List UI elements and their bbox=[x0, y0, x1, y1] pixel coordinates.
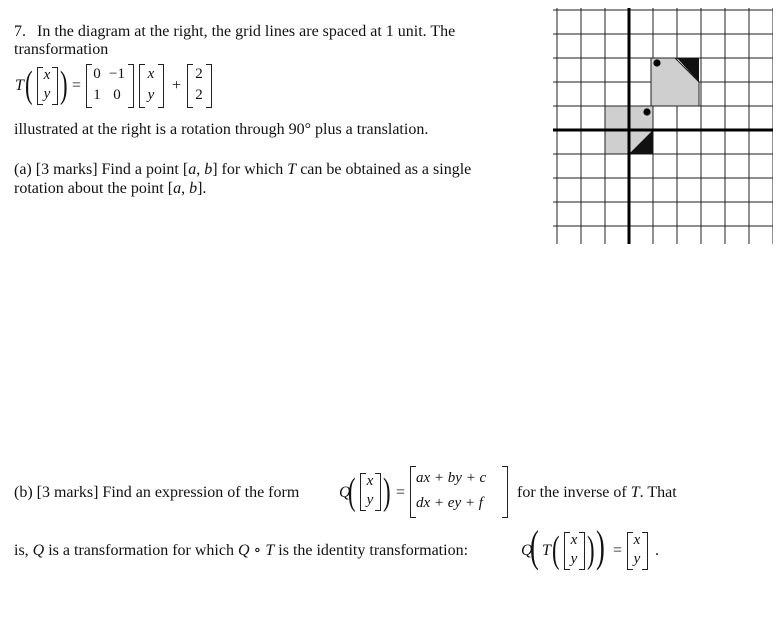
form-result-bracket-right bbox=[502, 466, 508, 518]
part-a-line-2 bbox=[14, 179, 206, 198]
matrix-bracket-right bbox=[128, 64, 134, 108]
part-a-comma: , bbox=[196, 161, 205, 178]
id-equals: = bbox=[613, 542, 623, 559]
left-paren: ( bbox=[25, 64, 33, 106]
transformation-formula bbox=[12, 62, 222, 110]
form-row-1: ax + by + c bbox=[416, 470, 487, 486]
matrix-a21: 1 bbox=[93, 87, 101, 103]
id-outer-left-paren: ( bbox=[530, 522, 539, 571]
question-number: 7. bbox=[14, 23, 26, 40]
vec-bracket-right bbox=[52, 67, 58, 105]
id-inner-right-paren: ) bbox=[587, 529, 595, 571]
dot-lower bbox=[643, 108, 650, 115]
part-a-var-b: b bbox=[204, 161, 213, 178]
id-res-x: x bbox=[633, 532, 641, 548]
part-a-text-4: rotation about the point [ bbox=[14, 180, 174, 197]
id-T: T bbox=[542, 542, 551, 559]
dot-upper bbox=[653, 59, 660, 66]
part-b-text-6: is the identity transformation: bbox=[274, 542, 469, 559]
id-vec-bracket-right bbox=[579, 532, 585, 570]
part-a-text-3: can be obtained as a single bbox=[296, 161, 472, 178]
formula-T: T bbox=[15, 77, 24, 94]
id-inner-left-paren: ( bbox=[552, 529, 560, 571]
identity-formula bbox=[518, 522, 678, 578]
part-a-text-1: (a) [3 marks] Find a point [ bbox=[14, 161, 189, 178]
part-b-text-4: is, bbox=[14, 542, 33, 559]
id-vec-x: x bbox=[570, 532, 578, 548]
part-a-var-a2: a bbox=[173, 180, 182, 197]
part-b-line-2 bbox=[14, 541, 468, 560]
part-a-comma2: , bbox=[181, 180, 190, 197]
grid-lines bbox=[553, 8, 773, 244]
id-vec-y: y bbox=[570, 551, 578, 567]
form-vec-x: x bbox=[366, 473, 374, 489]
intro-line-2: transformation bbox=[14, 41, 109, 58]
equals-sign: = bbox=[72, 77, 82, 94]
form-vec-y: y bbox=[366, 492, 374, 508]
part-b-var-T: T bbox=[630, 484, 640, 501]
xy-y: y bbox=[147, 87, 155, 103]
plus-sign: + bbox=[172, 77, 182, 94]
id-res-bracket-right bbox=[642, 532, 648, 570]
id-period: . bbox=[655, 542, 659, 559]
after-formula-line: illustrated at the right is a rotation through 90° plus a translation. bbox=[14, 121, 429, 138]
xy-bracket-right bbox=[158, 64, 164, 108]
part-a-var-b2: b bbox=[189, 180, 198, 197]
intro-line-1: In the diagram at the right, the grid lines are spaced at 1 unit. The bbox=[37, 23, 456, 40]
part-b-text-5: is a transformation for which bbox=[44, 542, 238, 559]
part-a-text-2: ] for which bbox=[212, 161, 288, 178]
form-row-2: dx + ey + f bbox=[416, 495, 483, 511]
part-b-text-2: for the inverse of bbox=[517, 484, 631, 501]
vec-y: y bbox=[43, 86, 51, 102]
id-outer-right-paren: ) bbox=[596, 522, 605, 571]
vec-x: x bbox=[43, 67, 51, 83]
form-vec-bracket-right bbox=[375, 473, 381, 511]
matrix-a12: −1 bbox=[109, 66, 125, 82]
id-res-y: y bbox=[633, 551, 641, 567]
trans-t2: 2 bbox=[195, 87, 203, 103]
matrix-a11: 0 bbox=[93, 66, 101, 82]
form-Q: Q bbox=[339, 484, 351, 501]
matrix-a22: 0 bbox=[113, 87, 121, 103]
part-b-form bbox=[336, 464, 516, 520]
part-b-var-Q: Q bbox=[32, 542, 45, 559]
part-b-text-3: . That bbox=[639, 484, 677, 501]
part-b-QoT: Q ∘ T bbox=[237, 542, 275, 559]
part-a-var-a: a bbox=[188, 161, 197, 178]
trans-bracket-right bbox=[206, 64, 212, 108]
right-paren: ) bbox=[60, 64, 68, 106]
grid-diagram bbox=[553, 8, 773, 244]
xy-x: x bbox=[147, 66, 155, 82]
part-a-text-5: ]. bbox=[197, 180, 207, 197]
form-right-paren: ) bbox=[383, 471, 391, 513]
form-equals: = bbox=[396, 484, 406, 501]
part-a-line-1 bbox=[14, 160, 471, 179]
part-b-line-1-tail bbox=[517, 483, 677, 502]
part-a-var-T: T bbox=[287, 161, 297, 178]
form-left-paren: ( bbox=[348, 471, 356, 513]
trans-t1: 2 bbox=[195, 66, 203, 82]
id-Q: Q bbox=[521, 542, 533, 559]
part-b-line-1-start: (b) [3 marks] Find an expression of the form bbox=[14, 484, 300, 501]
